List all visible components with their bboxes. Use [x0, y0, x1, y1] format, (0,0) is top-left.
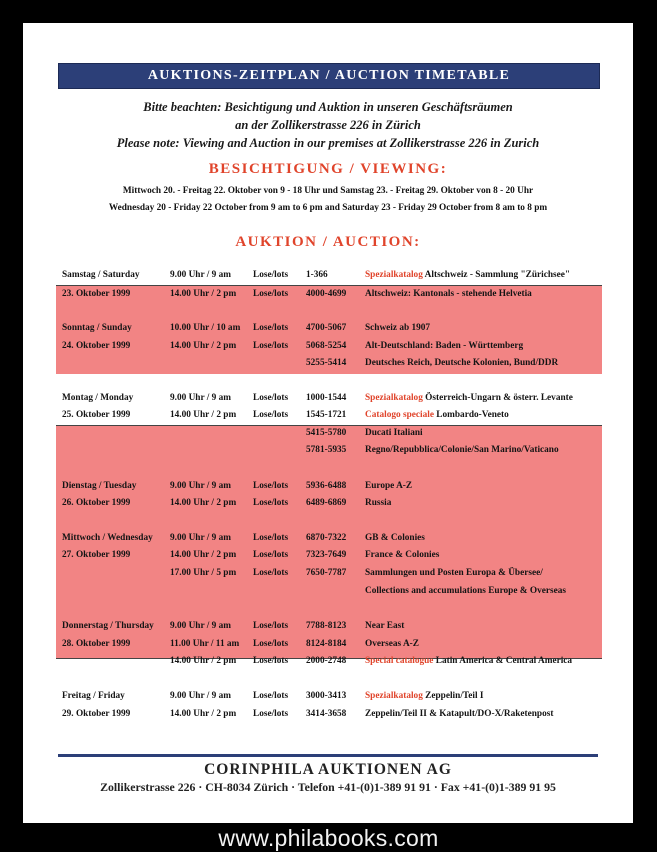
row-time: 14.00 Uhr / 2 pm	[170, 341, 237, 351]
row-time: 14.00 Uhr / 2 pm	[170, 289, 237, 299]
description-text: Alt-Deutschland: Baden - Württemberg	[365, 341, 524, 351]
schedule-row	[23, 550, 633, 564]
row-description	[365, 498, 391, 508]
row-description	[365, 586, 566, 596]
row-lot-range: 5415-5780	[306, 428, 347, 438]
catalogue-page	[23, 23, 633, 823]
note-en: Please note: Viewing and Auction in our premises at Zollikerstrasse 226 in Zurich	[116, 136, 540, 150]
row-lots: Lose/lots	[253, 691, 289, 701]
row-lots: Lose/lots	[253, 621, 289, 631]
description-text: Sammlungen und Posten Europa & Übersee/	[365, 568, 543, 578]
schedule-row	[23, 498, 633, 512]
row-lot-range: 6870-7322	[306, 533, 347, 543]
description-text: Regno/Repubblica/Colonie/San Marino/Vaticano	[365, 445, 559, 455]
schedule-row	[23, 428, 633, 442]
row-lots: Lose/lots	[253, 568, 289, 578]
row-lot-range: 1000-1544	[306, 393, 347, 403]
schedule-row	[23, 341, 633, 355]
description-text: Österreich-Ungarn & österr. Levante	[422, 393, 573, 403]
row-time: 9.00 Uhr / 9 am	[170, 393, 232, 403]
special-catalogue-label: Spezialkatalog	[365, 270, 423, 280]
special-catalogue-label: Catalogo speciale	[365, 410, 434, 420]
description-text: Europe A-Z	[365, 481, 413, 491]
row-day: 24. Oktober 1999	[62, 341, 131, 351]
row-description	[365, 656, 572, 666]
row-lot-range: 1545-1721	[306, 410, 347, 420]
row-day: 27. Oktober 1999	[62, 550, 131, 560]
auction-heading: AUKTION / AUCTION:	[235, 234, 421, 250]
row-day: 28. Oktober 1999	[62, 639, 131, 649]
row-time: 9.00 Uhr / 9 am	[170, 621, 232, 631]
schedule-row	[23, 289, 633, 303]
row-lot-range: 7323-7649	[306, 550, 347, 560]
row-description	[365, 289, 532, 299]
row-description	[365, 639, 419, 649]
schedule-row	[23, 410, 633, 424]
row-time: 9.00 Uhr / 9 am	[170, 270, 232, 280]
row-lots: Lose/lots	[253, 410, 289, 420]
row-description	[365, 481, 412, 491]
row-lot-range: 5255-5414	[306, 358, 347, 368]
row-description	[365, 533, 425, 543]
row-description	[365, 358, 558, 368]
row-description	[365, 428, 423, 438]
row-lots: Lose/lots	[253, 498, 289, 508]
schedule-row	[23, 270, 633, 284]
row-day: 25. Oktober 1999	[62, 410, 131, 420]
timetable-banner: AUKTIONS-ZEITPLAN / AUCTION TIMETABLE	[58, 63, 600, 89]
row-lot-range: 2000-2748	[306, 656, 347, 666]
row-lots: Lose/lots	[253, 533, 289, 543]
viewing-line-de: Mittwoch 20. - Freitag 22. Oktober von 9 - 18 Uhr und Samstag 23. - Freitag 29. Oktober von 8 - 20 Uhr	[122, 186, 534, 196]
schedule-rule	[56, 425, 602, 426]
note-de-line2: an der Zollikerstrasse 226 in Zürich	[235, 118, 421, 132]
description-text: Deutsches Reich, Deutsche Kolonien, Bund/DDR	[365, 358, 559, 368]
schedule-row	[23, 568, 633, 582]
description-text: Schweiz ab 1907	[365, 323, 431, 333]
schedule-row	[23, 323, 633, 337]
description-text: France & Colonies	[365, 550, 440, 560]
row-lots: Lose/lots	[253, 481, 289, 491]
row-time: 14.00 Uhr / 2 pm	[170, 550, 237, 560]
row-time: 9.00 Uhr / 9 am	[170, 533, 232, 543]
row-day: 29. Oktober 1999	[62, 709, 131, 719]
description-text: Altschweiz: Kantonals - stehende Helvetia	[365, 289, 532, 299]
row-day: 23. Oktober 1999	[62, 289, 131, 299]
row-lot-range: 5936-6488	[306, 481, 347, 491]
schedule-row	[23, 393, 633, 407]
schedule-row	[23, 691, 633, 705]
row-lots: Lose/lots	[253, 639, 289, 649]
row-lots: Lose/lots	[253, 393, 289, 403]
viewing-heading: BESICHTIGUNG / VIEWING:	[208, 161, 448, 177]
row-time: 9.00 Uhr / 9 am	[170, 481, 232, 491]
schedule-row	[23, 639, 633, 653]
row-description	[365, 410, 509, 420]
row-day: Sonntag / Sunday	[62, 323, 132, 333]
row-lots: Lose/lots	[253, 656, 289, 666]
row-description	[365, 550, 439, 560]
note-de-line1: Bitte beachten: Besichtigung und Auktion in unseren Geschäftsräumen	[143, 100, 513, 114]
row-lots: Lose/lots	[253, 341, 289, 351]
row-day: Dienstag / Tuesday	[62, 481, 137, 491]
row-day: Montag / Monday	[62, 393, 134, 403]
row-time: 14.00 Uhr / 2 pm	[170, 656, 237, 666]
schedule-rule	[56, 285, 602, 286]
special-catalogue-label: Spezialkatalog	[365, 691, 423, 701]
schedule-row	[23, 533, 633, 547]
row-lot-range: 7650-7787	[306, 568, 347, 578]
row-day: Samstag / Saturday	[62, 270, 140, 280]
viewing-line-en: Wednesday 20 - Friday 22 October from 9 am to 6 pm and Saturday 23 - Friday 29 October from 8 am to 8 pm	[108, 203, 548, 213]
description-text: Collections and accumulations Europe & Overseas	[365, 586, 567, 596]
row-description	[365, 691, 483, 701]
row-description	[365, 709, 553, 719]
row-time: 9.00 Uhr / 9 am	[170, 691, 232, 701]
row-lot-range: 3000-3413	[306, 691, 347, 701]
description-text: Zeppelin/Teil II & Katapult/DO-X/Raketenpost	[365, 709, 554, 719]
description-text: Overseas A-Z	[365, 639, 419, 649]
row-day: Donnerstag / Thursday	[62, 621, 154, 631]
row-description	[365, 568, 543, 578]
schedule-row	[23, 445, 633, 459]
schedule-row	[23, 656, 633, 670]
schedule-row	[23, 358, 633, 372]
description-text: GB & Colonies	[365, 533, 425, 543]
row-day: Freitag / Friday	[62, 691, 125, 701]
row-lots: Lose/lots	[253, 270, 289, 280]
row-time: 17.00 Uhr / 5 pm	[170, 568, 237, 578]
row-time: 10.00 Uhr / 10 am	[170, 323, 241, 333]
row-lot-range: 4700-5067	[306, 323, 347, 333]
row-description	[365, 270, 570, 280]
row-lot-range: 3414-3658	[306, 709, 347, 719]
special-catalogue-label: Special catalogue	[365, 656, 434, 666]
row-day: 26. Oktober 1999	[62, 498, 131, 508]
website-watermark: www.philabooks.com	[218, 825, 439, 851]
footer-rule	[58, 754, 598, 757]
description-text: Ducati Italiani	[365, 428, 423, 438]
row-description	[365, 445, 559, 455]
description-text: Altschweiz - Sammlung "Zürichsee"	[422, 270, 571, 280]
schedule-row	[23, 586, 633, 600]
special-catalogue-label: Spezialkatalog	[365, 393, 423, 403]
row-lot-range: 5781-5935	[306, 445, 347, 455]
row-time: 11.00 Uhr / 11 am	[170, 639, 240, 649]
row-time: 14.00 Uhr / 2 pm	[170, 498, 237, 508]
row-lot-range: 1-366	[306, 270, 328, 280]
description-text: Near East	[365, 621, 405, 631]
company-address: Zollikerstrasse 226 · CH-8034 Zürich · Telefon +41-(0)1-389 91 91 · Fax +41-(0)1-389 91 95	[100, 780, 556, 794]
row-lots: Lose/lots	[253, 323, 289, 333]
row-time: 14.00 Uhr / 2 pm	[170, 709, 237, 719]
row-description	[365, 323, 430, 333]
row-lots: Lose/lots	[253, 550, 289, 560]
row-lot-range: 8124-8184	[306, 639, 347, 649]
schedule-row	[23, 621, 633, 635]
schedule-row	[23, 709, 633, 723]
row-day: Mittwoch / Wednesday	[62, 533, 153, 543]
description-text: Lombardo-Veneto	[433, 410, 509, 420]
description-text: Russia	[365, 498, 392, 508]
row-lot-range: 6489-6869	[306, 498, 347, 508]
description-text: Zeppelin/Teil I	[422, 691, 484, 701]
row-description	[365, 393, 573, 403]
row-lots: Lose/lots	[253, 709, 289, 719]
row-description	[365, 621, 404, 631]
row-lots: Lose/lots	[253, 289, 289, 299]
row-lot-range: 5068-5254	[306, 341, 347, 351]
schedule-row	[23, 481, 633, 495]
row-lot-range: 4000-4699	[306, 289, 347, 299]
row-description	[365, 341, 523, 351]
row-lot-range: 7788-8123	[306, 621, 347, 631]
company-name: CORINPHILA AUKTIONEN AG	[204, 761, 452, 778]
row-time: 14.00 Uhr / 2 pm	[170, 410, 237, 420]
description-text: Latin America & Central America	[433, 656, 573, 666]
